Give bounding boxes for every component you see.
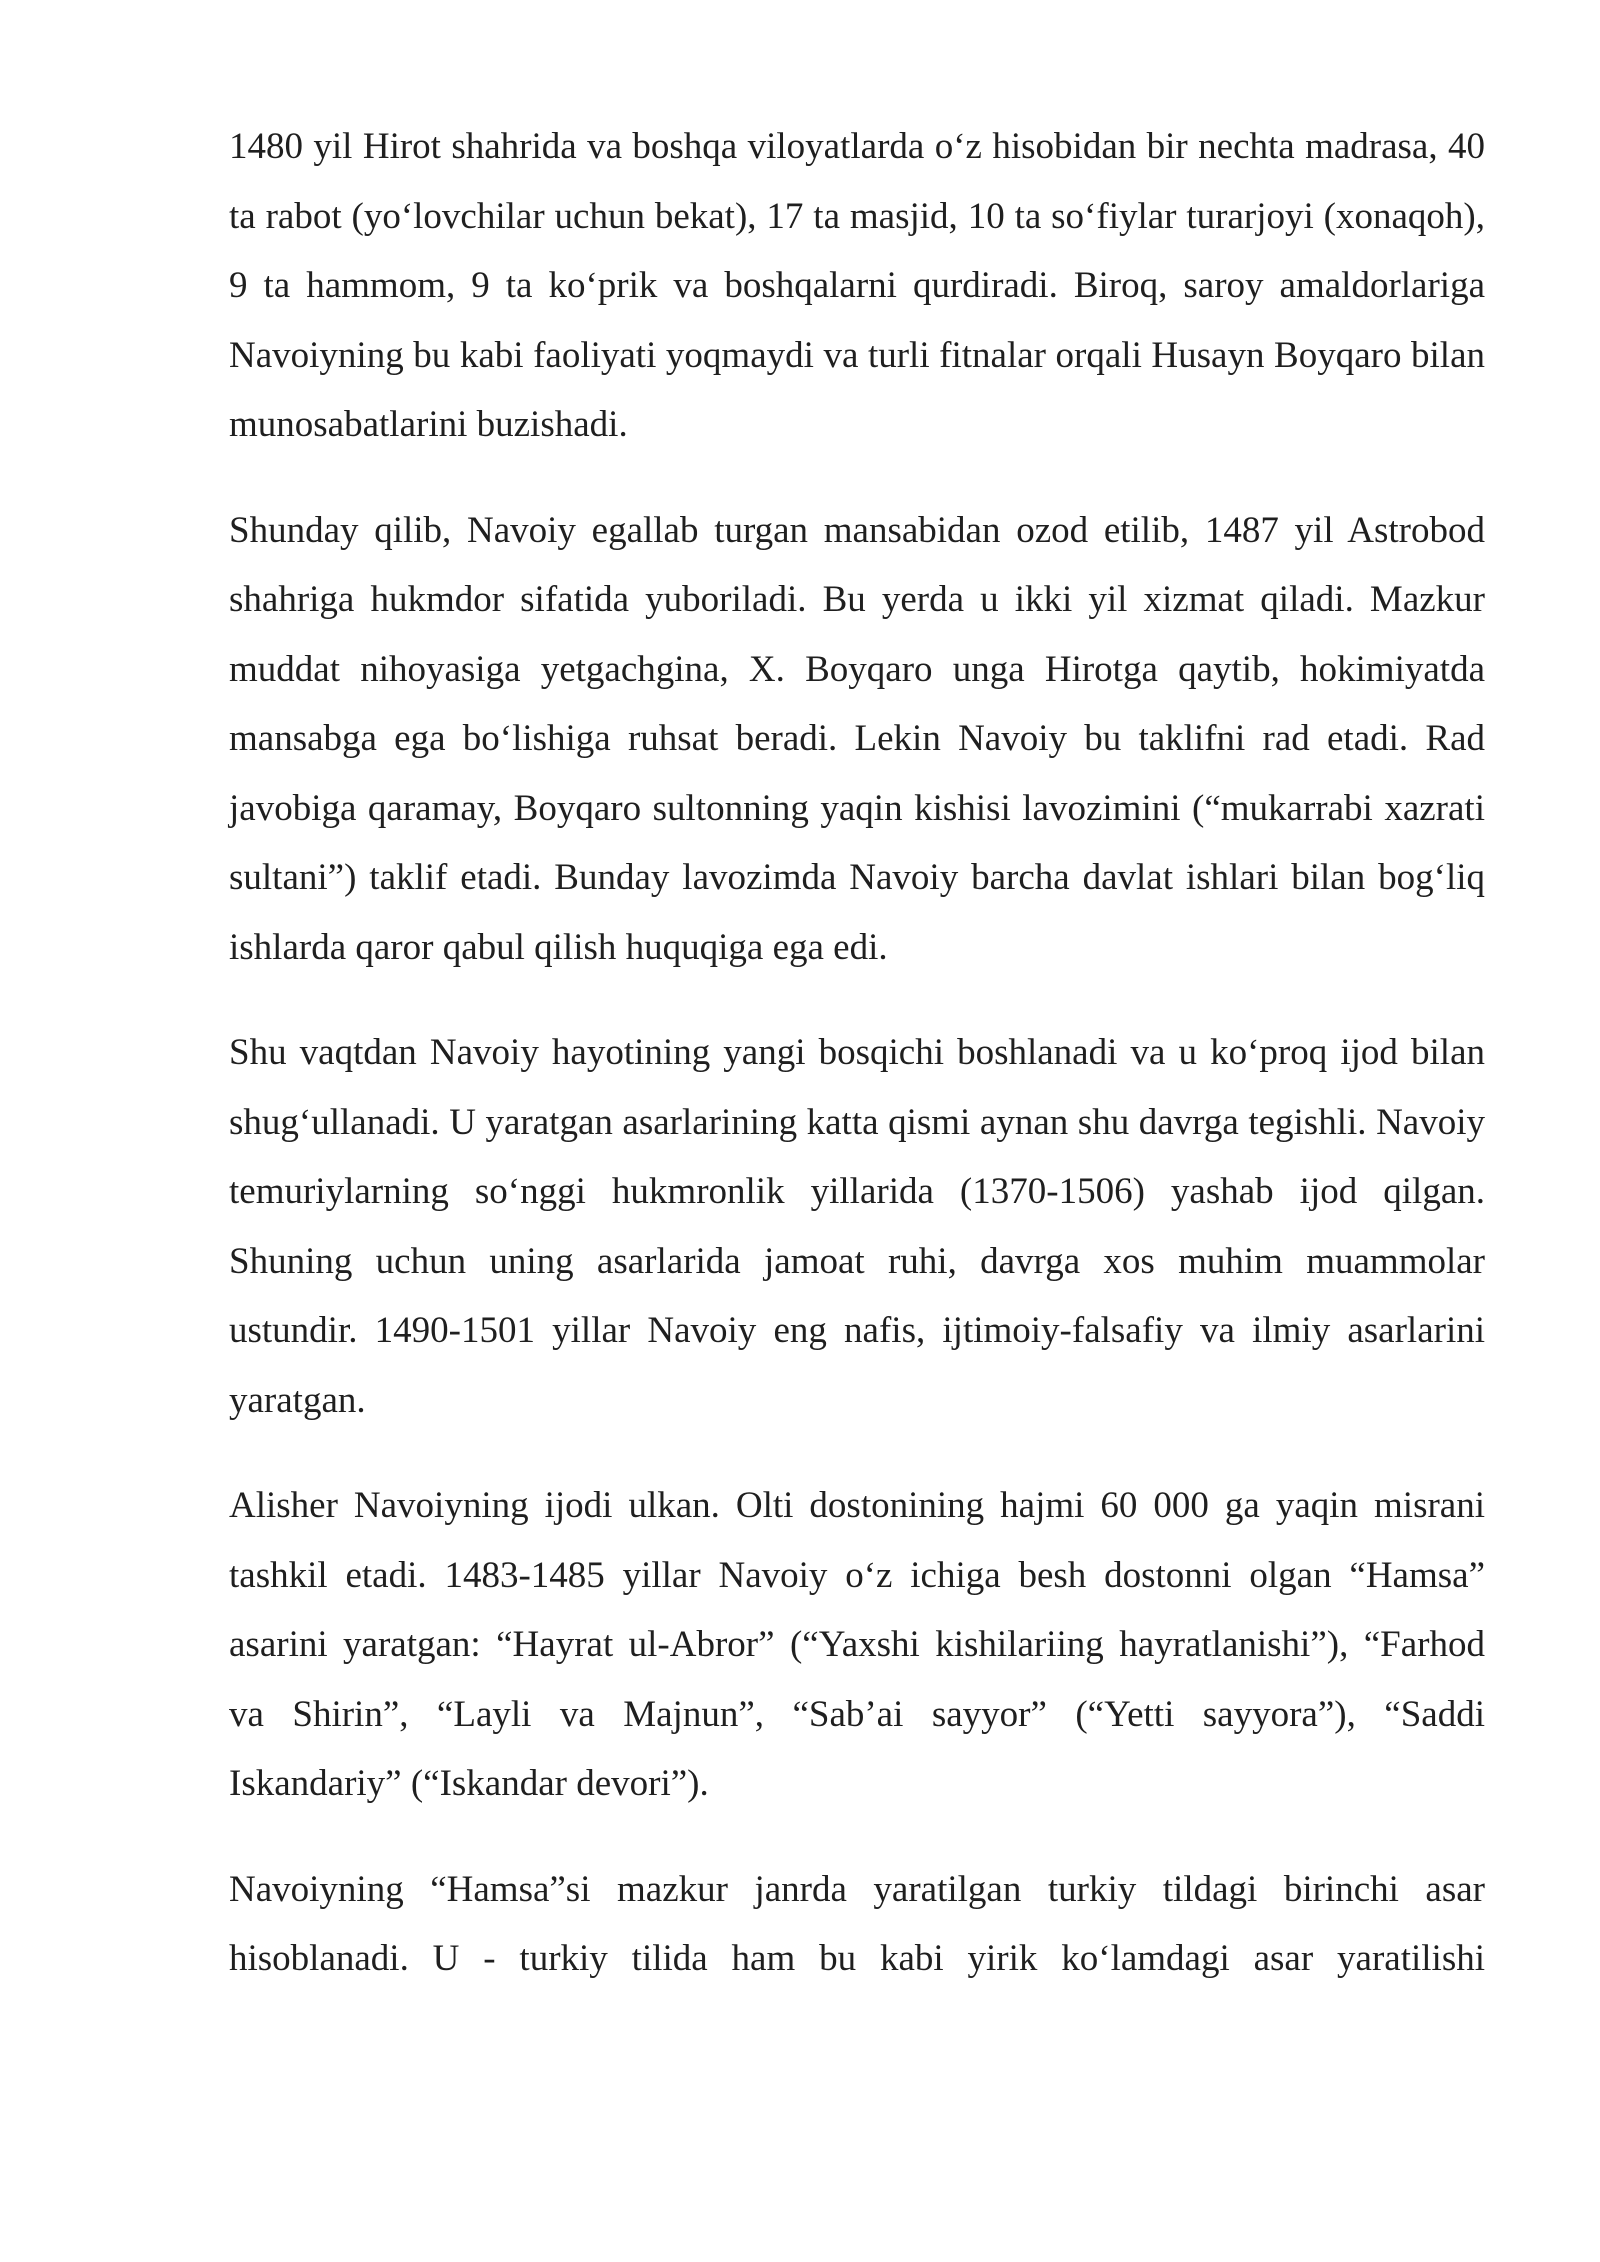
paragraph-4: Alisher Navoiyning ijodi ulkan. Olti dostonining hajmi 60 000 ga yaqin misrani tashkil etadi. 1483-1485 yillar Navoiy o‘z ichiga besh dostonni olgan “Hamsa” asarini yaratgan: “Hayrat ul-Abror” (“Yaxshi kishilariing hayratlanishi”), “Farhod va Shirin”, “Layli va Majnun”, “Sab’ai sayyor” (“Yetti sayyora”), “Saddi Iskandariy” (“Iskandar devori”).: [229, 1485, 1485, 1804]
paragraph-1: 1480 yil Hirot shahrida va boshqa viloyatlarda o‘z hisobidan bir nechta madrasa, 40 ta rabot (yo‘lovchilar uchun bekat), 17 ta masjid, 10 ta so‘fiylar turarjoyi (xonaqoh), 9 ta hammom, 9 ta ko‘prik va boshqalarni qurdiradi. Biroq, saroy amaldorlariga Navoiyning bu kabi faoliyati yoqmaydi va turli fitnalar orqali Husayn Boyqaro bilan munosabatlarini buzishadi.: [229, 126, 1485, 445]
body-text: [229, 112, 1485, 1994]
paragraph-3: Shu vaqtdan Navoiy hayotining yangi bosqichi boshlanadi va u ko‘proq ijod bilan shug‘ullanadi. U yaratgan asarlarining katta qismi aynan shu davrga tegishli. Navoiy temuriylarning so‘nggi hukmronlik yillarida (1370-1506) yashab ijod qilgan. Shuning uchun uning asarlarida jamoat ruhi, davrga xos muhim muammolar ustundir. 1490-1501 yillar Navoiy eng nafis, ijtimoiy-falsafiy va ilmiy asarlarini yaratgan.: [229, 1032, 1485, 1421]
paragraph-2: Shunday qilib, Navoiy egallab turgan mansabidan ozod etilib, 1487 yil Astrobod shahriga hukmdor sifatida yuboriladi. Bu yerda u ikki yil xizmat qiladi. Mazkur muddat nihoyasiga yetgachgina, X. Boyqaro unga Hirotga qaytib, hokimiyatda mansabga ega bo‘lishiga ruhsat beradi. Lekin Navoiy bu taklifni rad etadi. Rad javobiga qaramay, Boyqaro sultonning yaqin kishisi lavozimini (“mukarrabi xazrati sultani”) taklif etadi. Bunday lavozimda Navoiy barcha davlat ishlari bilan bog‘liq ishlarda qaror qabul qilish huquqiga ega edi.: [229, 509, 1485, 968]
paragraph-5: Navoiyning “Hamsa”si mazkur janrda yaratilgan turkiy tildagi birinchi asar hisoblanadi. U - turkiy tilida ham bu kabi yirik ko‘lamdagi asar yaratilishi: [229, 1868, 1485, 1979]
